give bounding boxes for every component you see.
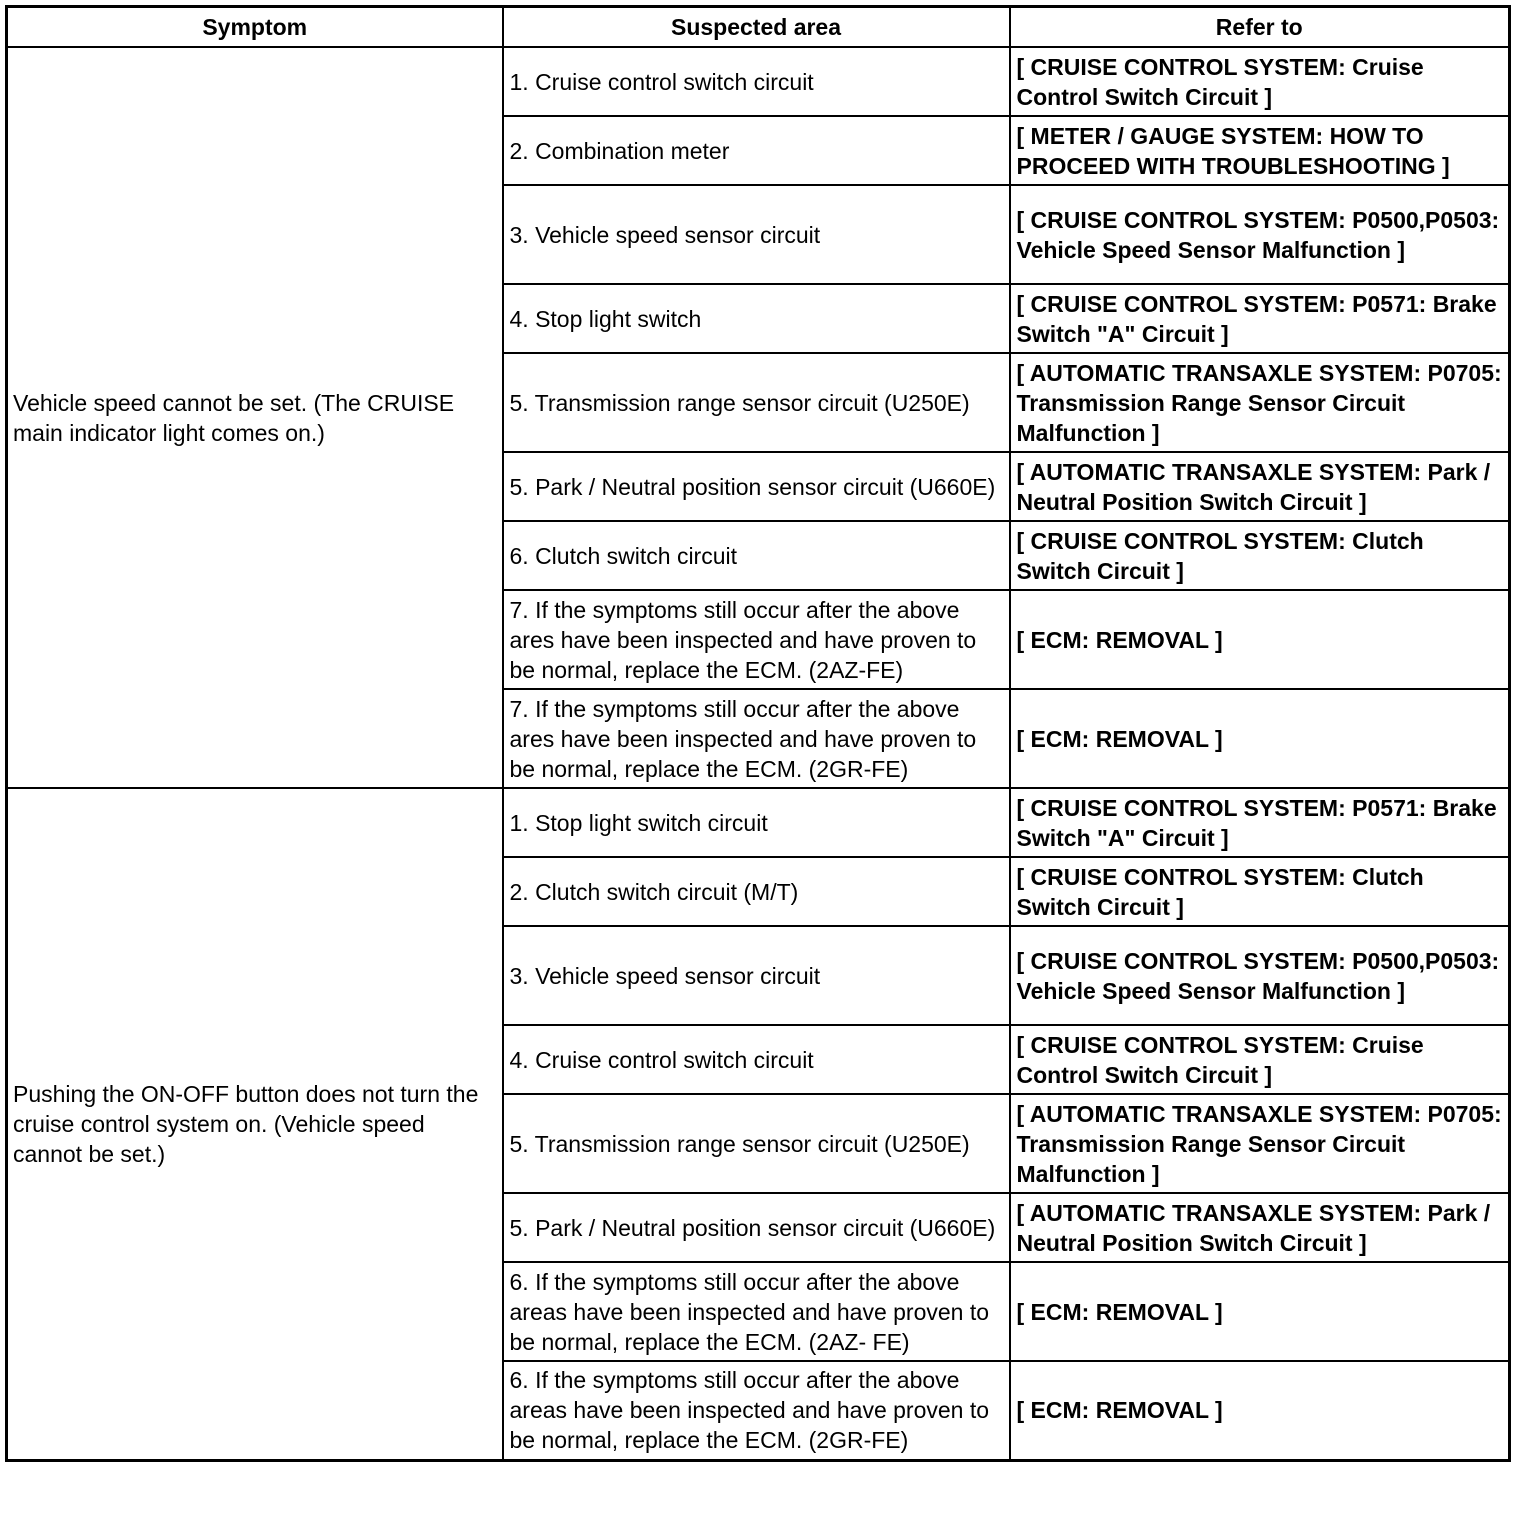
refer-link[interactable]: [ CRUISE CONTROL SYSTEM: P0500,P0503: Vehicle Speed Sensor Malfunction ] [1010,185,1510,284]
refer-link[interactable]: [ CRUISE CONTROL SYSTEM: Clutch Switch Circuit ] [1010,521,1510,590]
refer-link[interactable]: [ ECM: REMOVAL ] [1010,689,1510,788]
header-row [7,7,1510,48]
suspected-area-cell: 7. If the symptoms still occur after the above ares have been inspected and have proven to be normal, replace the ECM. (2GR-FE) [503,689,1010,788]
refer-link[interactable]: [ AUTOMATIC TRANSAXLE SYSTEM: P0705: Transmission Range Sensor Circuit Malfunction ] [1010,353,1510,452]
suspected-area-cell: 6. If the symptoms still occur after the above areas have been inspected and have proven to be normal, replace the ECM. (2AZ- FE) [503,1262,1010,1361]
refer-link[interactable]: [ ECM: REMOVAL ] [1010,1361,1510,1460]
suspected-area-cell: 5. Park / Neutral position sensor circuit (U660E) [503,1193,1010,1262]
suspected-area-cell: 2. Combination meter [503,116,1010,185]
table-row [7,788,1510,857]
refer-link[interactable]: [ METER / GAUGE SYSTEM: HOW TO PROCEED WITH TROUBLESHOOTING ] [1010,116,1510,185]
symptom-cell: Vehicle speed cannot be set. (The CRUISE main indicator light comes on.) [7,47,503,788]
refer-link[interactable]: [ AUTOMATIC TRANSAXLE SYSTEM: Park / Neutral Position Switch Circuit ] [1010,452,1510,521]
suspected-area-cell: 3. Vehicle speed sensor circuit [503,185,1010,284]
suspected-area-cell: 4. Cruise control switch circuit [503,1025,1010,1094]
refer-link[interactable]: [ CRUISE CONTROL SYSTEM: Cruise Control Switch Circuit ] [1010,47,1510,116]
refer-link[interactable]: [ AUTOMATIC TRANSAXLE SYSTEM: Park / Neutral Position Switch Circuit ] [1010,1193,1510,1262]
suspected-area-cell: 1. Stop light switch circuit [503,788,1010,857]
refer-link[interactable]: [ AUTOMATIC TRANSAXLE SYSTEM: P0705: Transmission Range Sensor Circuit Malfunction ] [1010,1094,1510,1193]
header-symptom: Symptom [7,7,503,48]
refer-link[interactable]: [ CRUISE CONTROL SYSTEM: P0500,P0503: Vehicle Speed Sensor Malfunction ] [1010,926,1510,1025]
suspected-area-cell: 3. Vehicle speed sensor circuit [503,926,1010,1025]
suspected-area-cell: 7. If the symptoms still occur after the above ares have been inspected and have proven to be normal, replace the ECM. (2AZ-FE) [503,590,1010,689]
suspected-area-cell: 4. Stop light switch [503,284,1010,353]
table-row [7,47,1510,116]
troubleshooting-table [5,5,1511,1462]
refer-link[interactable]: [ CRUISE CONTROL SYSTEM: Clutch Switch Circuit ] [1010,857,1510,926]
refer-link[interactable]: [ CRUISE CONTROL SYSTEM: P0571: Brake Switch "A" Circuit ] [1010,788,1510,857]
suspected-area-cell: 5. Park / Neutral position sensor circuit (U660E) [503,452,1010,521]
suspected-area-cell: 1. Cruise control switch circuit [503,47,1010,116]
symptom-cell: Pushing the ON-OFF button does not turn the cruise control system on. (Vehicle speed cannot be set.) [7,788,503,1460]
suspected-area-cell: 5. Transmission range sensor circuit (U250E) [503,1094,1010,1193]
suspected-area-cell: 2. Clutch switch circuit (M/T) [503,857,1010,926]
suspected-area-cell: 6. If the symptoms still occur after the above areas have been inspected and have proven to be normal, replace the ECM. (2GR-FE) [503,1361,1010,1460]
refer-link[interactable]: [ CRUISE CONTROL SYSTEM: P0571: Brake Switch "A" Circuit ] [1010,284,1510,353]
suspected-area-cell: 5. Transmission range sensor circuit (U250E) [503,353,1010,452]
refer-link[interactable]: [ CRUISE CONTROL SYSTEM: Cruise Control Switch Circuit ] [1010,1025,1510,1094]
refer-link[interactable]: [ ECM: REMOVAL ] [1010,1262,1510,1361]
header-refer-to: Refer to [1010,7,1510,48]
refer-link[interactable]: [ ECM: REMOVAL ] [1010,590,1510,689]
suspected-area-cell: 6. Clutch switch circuit [503,521,1010,590]
header-suspected-area: Suspected area [503,7,1010,48]
